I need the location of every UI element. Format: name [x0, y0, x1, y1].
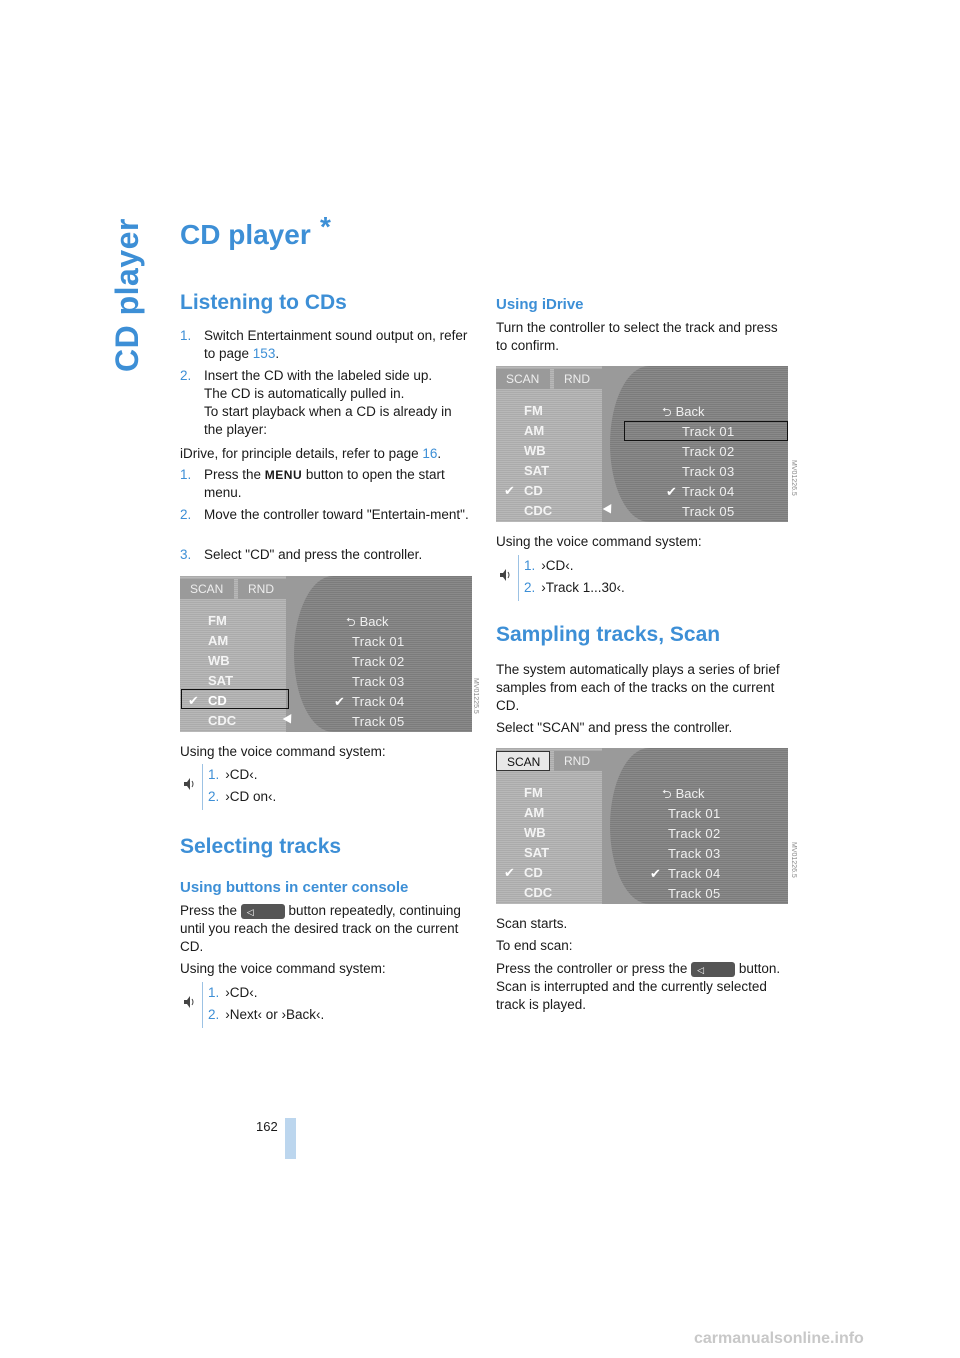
track-item: Track 03 [352, 674, 405, 689]
voice-command-block: 1. ›CD‹. 2. ›Track 1...30‹. [496, 555, 788, 601]
source-wb: WB [208, 653, 230, 668]
track-item: Track 05 [682, 504, 735, 519]
tab-scan: SCAN [496, 751, 550, 771]
track-item: Track 04 [668, 866, 721, 881]
paragraph: iDrive, for principle details, refer to page 16. [180, 446, 442, 461]
voice-command-block: 1. ›CD‹. 2. ›CD on‹. [180, 764, 472, 810]
track-item: Track 01 [352, 634, 405, 649]
paragraph: To end scan: [496, 938, 573, 953]
paragraph: Scan starts. [496, 916, 568, 931]
heading-selecting-tracks: Selecting tracks [180, 835, 342, 858]
tab-rnd: RND [238, 579, 286, 599]
track-item: Track 04 [352, 694, 405, 709]
source-cdc: CDC [524, 503, 553, 518]
idrive-screen-track-list [496, 366, 788, 522]
source-am: AM [524, 423, 545, 438]
paragraph: Press the controller or press the ◁ button. Scan is interrupted and the currently selected track is played. [496, 960, 788, 1014]
heading-sampling-tracks: Sampling tracks, Scan [496, 623, 721, 646]
track-item: Track 04 [682, 484, 735, 499]
menu-button-glyph: MENU [264, 468, 303, 482]
list-item: 2. Move the controller toward "Entertain-ment". [180, 507, 469, 522]
subheading-center-console: Using buttons in center console [180, 879, 409, 896]
tab-rnd: RND [554, 751, 602, 771]
check-icon: ✔ [650, 866, 661, 881]
source-cdc: CDC [524, 885, 553, 900]
track-button-icon [691, 962, 735, 977]
check-icon: ✔ [666, 484, 677, 499]
source-cd: CD [208, 693, 227, 708]
tab-scan: SCAN [180, 579, 234, 599]
heading-listening-to-cds: Listening to CDs [180, 291, 347, 314]
source-fm: FM [208, 613, 227, 628]
source-cd: CD [524, 865, 543, 880]
back-arrow-icon: ⮌ [662, 787, 672, 801]
page-link-153[interactable]: 153 [252, 346, 276, 361]
source-cdc: CDC [208, 713, 237, 728]
voice-command-icon [498, 567, 512, 583]
track-item: Track 03 [682, 464, 735, 479]
scroll-arrow-icon [603, 504, 616, 516]
voice-command-block: 1. ›CD‹. 2. ›Next‹ or ›Back‹. [180, 982, 472, 1028]
tab-rnd: RND [554, 369, 602, 389]
track-button-icon [241, 904, 285, 919]
source-wb: WB [524, 443, 546, 458]
tab-scan: SCAN [496, 369, 550, 389]
page-title: CD player * [180, 211, 331, 250]
paragraph: Using the voice command system: [180, 961, 386, 976]
list-item: 2. Insert the CD with the labeled side up. The CD is automatically pulled in. To start playback when a CD is already in the player: [180, 368, 452, 437]
idrive-screen-cd-selected [180, 576, 472, 732]
track-item: Track 01 [668, 806, 721, 821]
paragraph: Using the voice command system: [180, 744, 386, 759]
back-arrow-icon: ⮌ [662, 405, 672, 419]
paragraph: Using the voice command system: [496, 534, 702, 549]
back-arrow-icon: ⮌ [346, 615, 356, 629]
page-link-16[interactable]: 16 [422, 446, 438, 461]
check-icon: ✔ [504, 483, 515, 498]
voice-command-icon [182, 776, 196, 792]
track-item: Track 02 [668, 826, 721, 841]
source-sat: SAT [524, 845, 550, 860]
image-code: MV01225.5 [472, 678, 479, 714]
page-marker [285, 1118, 296, 1159]
list-item: 3. Select "CD" and press the controller. [180, 547, 423, 562]
back-item: ⮌ Back [662, 404, 705, 419]
source-am: AM [524, 805, 545, 820]
paragraph: Select "SCAN" and press the controller. [496, 720, 733, 735]
track-item: Track 02 [682, 444, 735, 459]
list-item: 1. Switch Entertainment sound output on, refer to page 153. [180, 328, 468, 361]
page-number: 162 [256, 1119, 278, 1134]
list-item: 1. Press the MENU button to open the start menu. [180, 467, 445, 500]
back-item: ⮌ Back [346, 614, 389, 629]
voice-command-icon [182, 994, 196, 1010]
source-sat: SAT [524, 463, 550, 478]
track-item: Track 03 [668, 846, 721, 861]
source-am: AM [208, 633, 229, 648]
footer-watermark: carmanualsonline.info [694, 1330, 864, 1347]
subheading-using-idrive: Using iDrive [496, 296, 584, 313]
idrive-screen-scan-active [496, 748, 788, 904]
image-code: MV01226.5 [790, 842, 797, 878]
check-icon: ✔ [504, 865, 515, 880]
source-fm: FM [524, 785, 543, 800]
track-item: Track 05 [668, 886, 721, 901]
paragraph: Turn the controller to select the track and press to confirm. [496, 320, 778, 353]
track-item: Track 01 [682, 424, 735, 439]
image-code: MV01226.5 [790, 460, 797, 496]
paragraph: The system automatically plays a series of brief samples from each of the tracks on the current CD. [496, 662, 780, 713]
source-sat: SAT [208, 673, 234, 688]
optional-equipment-mark: * [320, 211, 331, 242]
source-cd: CD [524, 483, 543, 498]
check-icon: ✔ [188, 693, 199, 708]
check-icon: ✔ [334, 694, 345, 709]
source-fm: FM [524, 403, 543, 418]
source-wb: WB [524, 825, 546, 840]
back-item: ⮌ Back [662, 786, 705, 801]
track-item: Track 05 [352, 714, 405, 729]
side-title: CD player [109, 218, 145, 372]
paragraph: Press the ◁ button repeatedly, continuing until you reach the desired track on the current CD. [180, 902, 472, 956]
track-item: Track 02 [352, 654, 405, 669]
